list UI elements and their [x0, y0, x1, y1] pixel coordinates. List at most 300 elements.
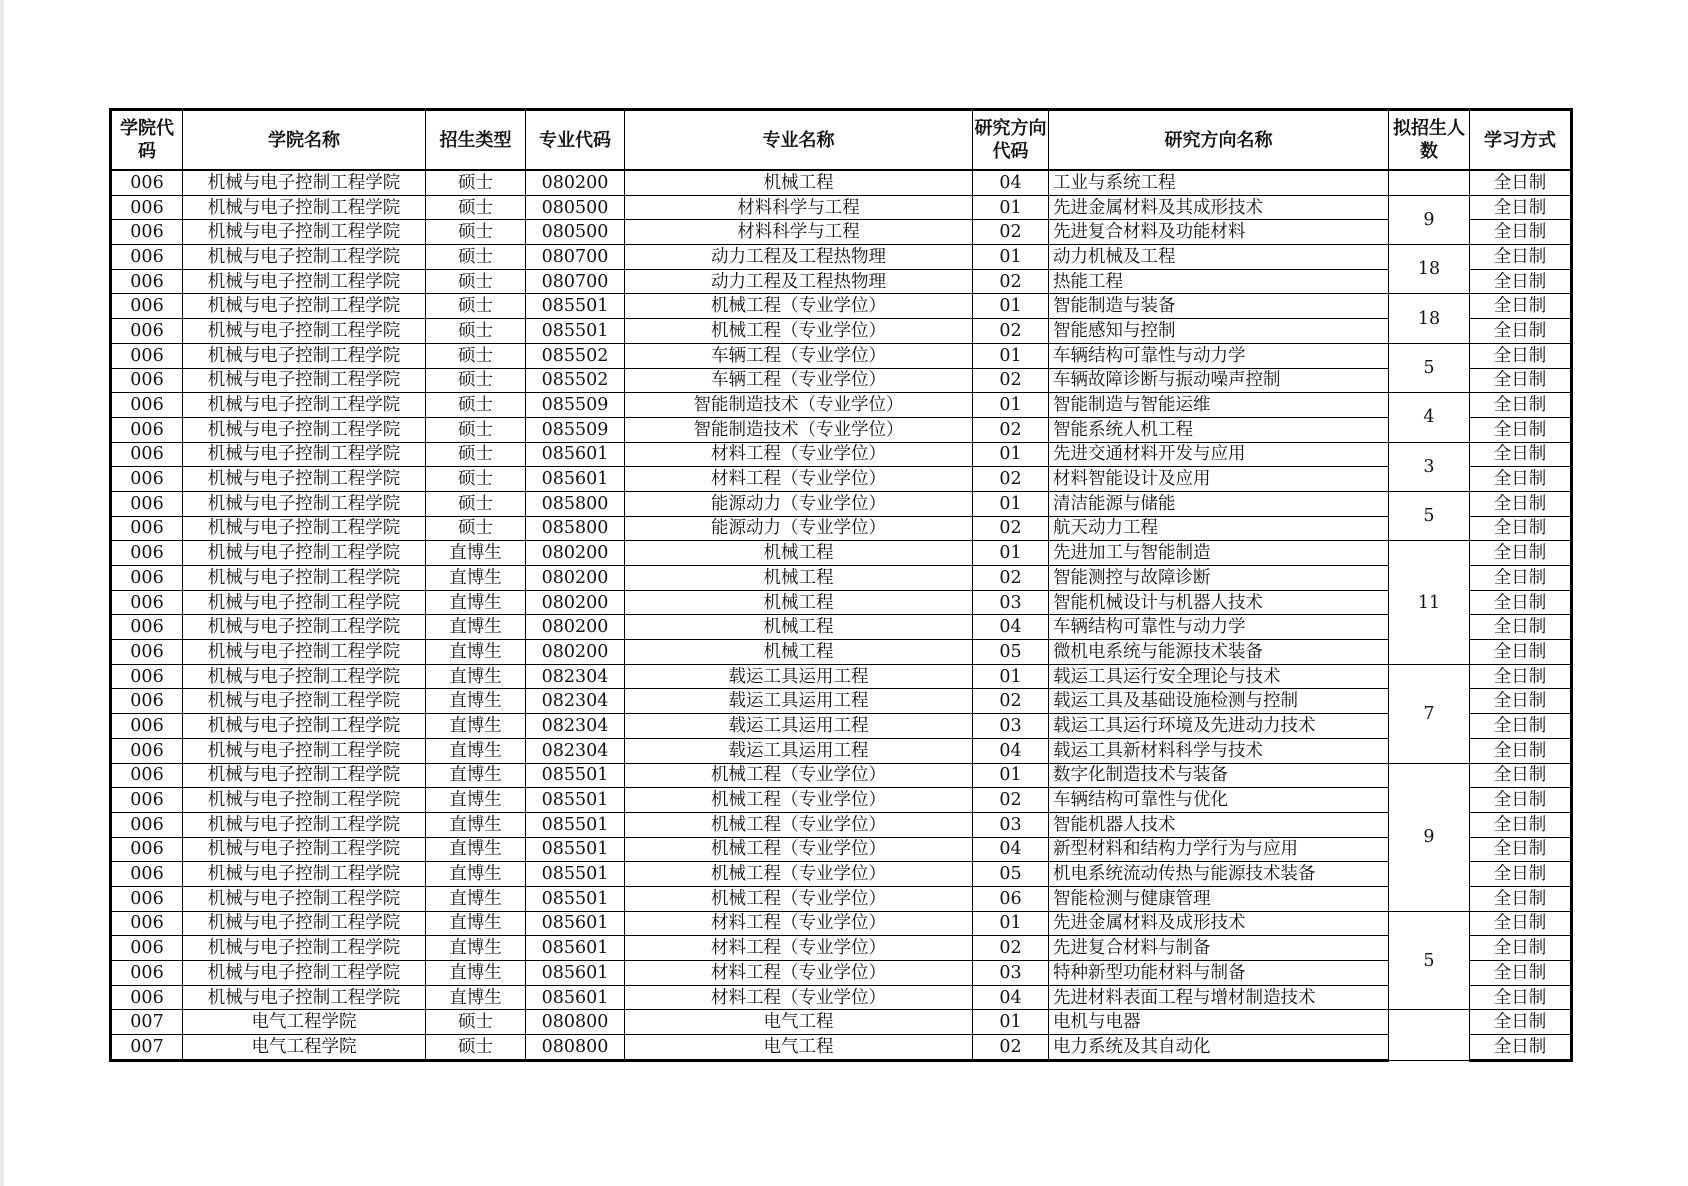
direction-code-cell: 02 — [973, 689, 1049, 714]
major-name-cell: 材料工程（专业学位） — [625, 961, 973, 986]
direction-name-cell: 智能机器人技术 — [1049, 812, 1389, 837]
enroll-type-cell: 直博生 — [426, 615, 526, 640]
enroll-type-cell: 直博生 — [426, 541, 526, 566]
study-mode-cell: 全日制 — [1470, 319, 1572, 344]
college-code-cell: 006 — [111, 590, 183, 615]
college-name-cell: 机械与电子控制工程学院 — [183, 393, 426, 418]
college-name-cell: 电气工程学院 — [183, 1010, 426, 1035]
college-name-cell: 机械与电子控制工程学院 — [183, 566, 426, 591]
direction-name-cell: 先进材料表面工程与增材制造技术 — [1049, 985, 1389, 1010]
major-code-cell: 080200 — [526, 615, 625, 640]
direction-name-cell: 智能感知与控制 — [1049, 319, 1389, 344]
college-name-cell: 机械与电子控制工程学院 — [183, 516, 426, 541]
major-code-cell: 085501 — [526, 294, 625, 319]
enroll-type-cell: 直博生 — [426, 812, 526, 837]
planned-count-cell: 7 — [1389, 664, 1470, 763]
header-major-name: 专业名称 — [625, 110, 973, 171]
study-mode-cell: 全日制 — [1470, 763, 1572, 788]
study-mode-cell: 全日制 — [1470, 220, 1572, 245]
table-row — [111, 393, 1572, 418]
major-name-cell: 车辆工程（专业学位） — [625, 343, 973, 368]
direction-code-cell: 01 — [973, 393, 1049, 418]
college-name-cell: 机械与电子控制工程学院 — [183, 788, 426, 813]
direction-code-cell: 01 — [973, 1010, 1049, 1035]
college-name-cell: 机械与电子控制工程学院 — [183, 961, 426, 986]
enroll-type-cell: 硕士 — [426, 319, 526, 344]
direction-code-cell: 02 — [973, 566, 1049, 591]
enroll-type-cell: 硕士 — [426, 220, 526, 245]
table-row — [111, 936, 1572, 961]
major-name-cell: 机械工程 — [625, 590, 973, 615]
direction-code-cell: 02 — [973, 319, 1049, 344]
planned-count-cell — [1389, 1010, 1470, 1060]
planned-count-cell: 3 — [1389, 442, 1470, 491]
study-mode-cell: 全日制 — [1470, 294, 1572, 319]
direction-code-cell: 06 — [973, 886, 1049, 911]
direction-code-cell: 04 — [973, 837, 1049, 862]
direction-name-cell: 微机电系统与能源技术装备 — [1049, 640, 1389, 665]
college-name-cell: 机械与电子控制工程学院 — [183, 689, 426, 714]
direction-code-cell: 03 — [973, 812, 1049, 837]
study-mode-cell: 全日制 — [1470, 640, 1572, 665]
direction-code-cell: 01 — [973, 195, 1049, 220]
major-name-cell: 机械工程 — [625, 566, 973, 591]
table-row — [111, 294, 1572, 319]
college-name-cell: 机械与电子控制工程学院 — [183, 467, 426, 492]
direction-name-cell: 载运工具及基础设施检测与控制 — [1049, 689, 1389, 714]
header-college-name: 学院名称 — [183, 110, 426, 171]
direction-code-cell: 04 — [973, 170, 1049, 195]
enroll-type-cell: 直博生 — [426, 763, 526, 788]
major-name-cell: 智能制造技术（专业学位） — [625, 417, 973, 442]
college-code-cell: 006 — [111, 664, 183, 689]
direction-name-cell: 航天动力工程 — [1049, 516, 1389, 541]
major-name-cell: 载运工具运用工程 — [625, 689, 973, 714]
major-code-cell: 080200 — [526, 566, 625, 591]
college-code-cell: 006 — [111, 442, 183, 467]
study-mode-cell: 全日制 — [1470, 491, 1572, 516]
header-study-mode: 学习方式 — [1470, 110, 1572, 171]
enroll-type-cell: 硕士 — [426, 516, 526, 541]
direction-name-cell: 先进加工与智能制造 — [1049, 541, 1389, 566]
direction-name-cell: 先进金属材料及成形技术 — [1049, 911, 1389, 936]
table-row — [111, 170, 1572, 195]
major-name-cell: 材料工程（专业学位） — [625, 911, 973, 936]
college-name-cell: 机械与电子控制工程学院 — [183, 442, 426, 467]
study-mode-cell: 全日制 — [1470, 442, 1572, 467]
direction-name-cell: 先进金属材料及其成形技术 — [1049, 195, 1389, 220]
study-mode-cell: 全日制 — [1470, 417, 1572, 442]
college-name-cell: 机械与电子控制工程学院 — [183, 812, 426, 837]
direction-code-cell: 01 — [973, 541, 1049, 566]
direction-name-cell: 清洁能源与储能 — [1049, 491, 1389, 516]
direction-code-cell: 02 — [973, 936, 1049, 961]
major-code-cell: 085509 — [526, 417, 625, 442]
major-code-cell: 085501 — [526, 788, 625, 813]
study-mode-cell: 全日制 — [1470, 812, 1572, 837]
direction-code-cell: 01 — [973, 442, 1049, 467]
table-row — [111, 417, 1572, 442]
major-code-cell: 085501 — [526, 837, 625, 862]
table-row — [111, 714, 1572, 739]
college-code-cell: 006 — [111, 269, 183, 294]
study-mode-cell: 全日制 — [1470, 788, 1572, 813]
table-row — [111, 516, 1572, 541]
table-row — [111, 985, 1572, 1010]
direction-name-cell: 智能制造与智能运维 — [1049, 393, 1389, 418]
major-code-cell: 080800 — [526, 1010, 625, 1035]
major-code-cell: 085509 — [526, 393, 625, 418]
study-mode-cell: 全日制 — [1470, 393, 1572, 418]
major-name-cell: 动力工程及工程热物理 — [625, 245, 973, 270]
direction-code-cell: 01 — [973, 294, 1049, 319]
major-name-cell: 材料工程（专业学位） — [625, 936, 973, 961]
enroll-type-cell: 直博生 — [426, 590, 526, 615]
college-name-cell: 机械与电子控制工程学院 — [183, 343, 426, 368]
table-row — [111, 368, 1572, 393]
enroll-type-cell: 硕士 — [426, 343, 526, 368]
direction-code-cell: 01 — [973, 664, 1049, 689]
header-row — [111, 110, 1572, 171]
major-code-cell: 082304 — [526, 714, 625, 739]
major-code-cell: 085501 — [526, 319, 625, 344]
header-direction-code: 研究方向代码 — [973, 110, 1049, 171]
college-code-cell: 006 — [111, 220, 183, 245]
direction-code-cell: 04 — [973, 615, 1049, 640]
direction-name-cell: 车辆结构可靠性与动力学 — [1049, 615, 1389, 640]
enroll-type-cell: 直博生 — [426, 689, 526, 714]
college-code-cell: 006 — [111, 985, 183, 1010]
major-name-cell: 机械工程（专业学位） — [625, 788, 973, 813]
study-mode-cell: 全日制 — [1470, 269, 1572, 294]
major-name-cell: 机械工程 — [625, 541, 973, 566]
table-row — [111, 615, 1572, 640]
major-code-cell: 085501 — [526, 862, 625, 887]
direction-name-cell: 数字化制造技术与装备 — [1049, 763, 1389, 788]
major-code-cell: 080200 — [526, 541, 625, 566]
planned-count-cell: 5 — [1389, 343, 1470, 392]
enroll-type-cell: 硕士 — [426, 1035, 526, 1061]
enroll-type-cell: 直博生 — [426, 886, 526, 911]
study-mode-cell: 全日制 — [1470, 911, 1572, 936]
college-name-cell: 机械与电子控制工程学院 — [183, 590, 426, 615]
major-code-cell: 080200 — [526, 170, 625, 195]
direction-name-cell: 载运工具运行环境及先进动力技术 — [1049, 714, 1389, 739]
table-row — [111, 1010, 1572, 1035]
header-planned-count: 拟招生人数 — [1389, 110, 1470, 171]
college-name-cell: 机械与电子控制工程学院 — [183, 985, 426, 1010]
college-code-cell: 006 — [111, 294, 183, 319]
study-mode-cell: 全日制 — [1470, 368, 1572, 393]
direction-code-cell: 01 — [973, 911, 1049, 936]
direction-name-cell: 先进复合材料及功能材料 — [1049, 220, 1389, 245]
study-mode-cell: 全日制 — [1470, 516, 1572, 541]
college-name-cell: 机械与电子控制工程学院 — [183, 170, 426, 195]
table-row — [111, 566, 1572, 591]
enroll-type-cell: 直博生 — [426, 640, 526, 665]
major-code-cell: 080500 — [526, 220, 625, 245]
table-row — [111, 1035, 1572, 1061]
direction-code-cell: 05 — [973, 862, 1049, 887]
college-code-cell: 006 — [111, 393, 183, 418]
college-name-cell: 机械与电子控制工程学院 — [183, 714, 426, 739]
college-code-cell: 006 — [111, 491, 183, 516]
major-name-cell: 机械工程（专业学位） — [625, 294, 973, 319]
direction-name-cell: 智能机械设计与机器人技术 — [1049, 590, 1389, 615]
planned-count-cell: 18 — [1389, 245, 1470, 294]
college-name-cell: 机械与电子控制工程学院 — [183, 615, 426, 640]
table-header — [111, 110, 1572, 171]
college-code-cell: 006 — [111, 714, 183, 739]
major-name-cell: 材料工程（专业学位） — [625, 467, 973, 492]
enroll-type-cell: 硕士 — [426, 368, 526, 393]
direction-code-cell: 05 — [973, 640, 1049, 665]
direction-name-cell: 车辆结构可靠性与动力学 — [1049, 343, 1389, 368]
direction-code-cell: 02 — [973, 1035, 1049, 1061]
major-code-cell: 085800 — [526, 516, 625, 541]
study-mode-cell: 全日制 — [1470, 714, 1572, 739]
study-mode-cell: 全日制 — [1470, 195, 1572, 220]
college-name-cell: 机械与电子控制工程学院 — [183, 220, 426, 245]
direction-name-cell: 材料智能设计及应用 — [1049, 467, 1389, 492]
major-name-cell: 机械工程（专业学位） — [625, 319, 973, 344]
college-code-cell: 006 — [111, 245, 183, 270]
college-code-cell: 006 — [111, 195, 183, 220]
direction-code-cell: 04 — [973, 985, 1049, 1010]
major-code-cell: 080200 — [526, 590, 625, 615]
major-name-cell: 能源动力（专业学位） — [625, 491, 973, 516]
study-mode-cell: 全日制 — [1470, 862, 1572, 887]
college-code-cell: 006 — [111, 788, 183, 813]
table-row — [111, 343, 1572, 368]
enroll-type-cell: 硕士 — [426, 393, 526, 418]
planned-count-cell: 5 — [1389, 491, 1470, 540]
college-name-cell: 机械与电子控制工程学院 — [183, 368, 426, 393]
planned-count-cell: 18 — [1389, 294, 1470, 343]
enroll-type-cell: 直博生 — [426, 738, 526, 763]
table-row — [111, 664, 1572, 689]
college-code-cell: 006 — [111, 516, 183, 541]
college-name-cell: 机械与电子控制工程学院 — [183, 491, 426, 516]
major-name-cell: 电气工程 — [625, 1010, 973, 1035]
college-code-cell: 006 — [111, 170, 183, 195]
major-name-cell: 机械工程（专业学位） — [625, 763, 973, 788]
direction-name-cell: 特种新型功能材料与制备 — [1049, 961, 1389, 986]
study-mode-cell: 全日制 — [1470, 886, 1572, 911]
major-name-cell: 材料工程（专业学位） — [625, 442, 973, 467]
study-mode-cell: 全日制 — [1470, 738, 1572, 763]
college-name-cell: 机械与电子控制工程学院 — [183, 417, 426, 442]
table-row — [111, 195, 1572, 220]
enroll-type-cell: 硕士 — [426, 442, 526, 467]
direction-name-cell: 动力机械及工程 — [1049, 245, 1389, 270]
enroll-type-cell: 直博生 — [426, 837, 526, 862]
college-name-cell: 机械与电子控制工程学院 — [183, 936, 426, 961]
college-name-cell: 机械与电子控制工程学院 — [183, 738, 426, 763]
major-code-cell: 080500 — [526, 195, 625, 220]
enroll-type-cell: 硕士 — [426, 294, 526, 319]
planned-count-cell: 5 — [1389, 911, 1470, 1010]
college-code-cell: 006 — [111, 738, 183, 763]
planned-count-cell: 9 — [1389, 763, 1470, 911]
study-mode-cell: 全日制 — [1470, 1035, 1572, 1061]
table-row — [111, 862, 1572, 887]
table-row — [111, 788, 1572, 813]
enroll-type-cell: 硕士 — [426, 417, 526, 442]
college-name-cell: 机械与电子控制工程学院 — [183, 640, 426, 665]
major-code-cell: 082304 — [526, 689, 625, 714]
college-code-cell: 006 — [111, 812, 183, 837]
major-name-cell: 载运工具运用工程 — [625, 714, 973, 739]
college-code-cell: 006 — [111, 467, 183, 492]
study-mode-cell: 全日制 — [1470, 170, 1572, 195]
enroll-type-cell: 直博生 — [426, 862, 526, 887]
major-code-cell: 085601 — [526, 985, 625, 1010]
study-mode-cell: 全日制 — [1470, 689, 1572, 714]
table-row — [111, 689, 1572, 714]
header-college-code: 学院代码 — [111, 110, 183, 171]
college-code-cell: 006 — [111, 417, 183, 442]
college-code-cell: 006 — [111, 343, 183, 368]
college-code-cell: 007 — [111, 1035, 183, 1061]
enroll-type-cell: 硕士 — [426, 491, 526, 516]
direction-code-cell: 02 — [973, 368, 1049, 393]
college-code-cell: 006 — [111, 911, 183, 936]
table-row — [111, 911, 1572, 936]
direction-name-cell: 热能工程 — [1049, 269, 1389, 294]
direction-code-cell: 01 — [973, 245, 1049, 270]
major-code-cell: 085601 — [526, 911, 625, 936]
enroll-type-cell: 硕士 — [426, 269, 526, 294]
major-name-cell: 电气工程 — [625, 1035, 973, 1061]
direction-code-cell: 02 — [973, 788, 1049, 813]
table-row — [111, 245, 1572, 270]
major-name-cell: 载运工具运用工程 — [625, 664, 973, 689]
major-name-cell: 材料工程（专业学位） — [625, 985, 973, 1010]
college-code-cell: 006 — [111, 319, 183, 344]
college-code-cell: 006 — [111, 837, 183, 862]
direction-name-cell: 车辆故障诊断与振动噪声控制 — [1049, 368, 1389, 393]
major-code-cell: 085502 — [526, 343, 625, 368]
study-mode-cell: 全日制 — [1470, 245, 1572, 270]
college-code-cell: 006 — [111, 763, 183, 788]
table-row — [111, 961, 1572, 986]
major-name-cell: 动力工程及工程热物理 — [625, 269, 973, 294]
major-code-cell: 080800 — [526, 1035, 625, 1061]
enroll-type-cell: 硕士 — [426, 245, 526, 270]
direction-name-cell: 智能检测与健康管理 — [1049, 886, 1389, 911]
planned-count-cell — [1389, 170, 1470, 195]
major-code-cell: 085601 — [526, 936, 625, 961]
college-name-cell: 机械与电子控制工程学院 — [183, 294, 426, 319]
planned-count-cell: 9 — [1389, 195, 1470, 244]
direction-code-cell: 04 — [973, 738, 1049, 763]
major-name-cell: 机械工程（专业学位） — [625, 812, 973, 837]
direction-name-cell: 先进复合材料与制备 — [1049, 936, 1389, 961]
table-row — [111, 491, 1572, 516]
college-code-cell: 006 — [111, 689, 183, 714]
college-code-cell: 006 — [111, 886, 183, 911]
major-code-cell: 085502 — [526, 368, 625, 393]
table-row — [111, 886, 1572, 911]
direction-name-cell: 车辆结构可靠性与优化 — [1049, 788, 1389, 813]
major-code-cell: 080700 — [526, 245, 625, 270]
study-mode-cell: 全日制 — [1470, 467, 1572, 492]
college-name-cell: 机械与电子控制工程学院 — [183, 837, 426, 862]
major-name-cell: 机械工程（专业学位） — [625, 886, 973, 911]
enroll-type-cell: 直博生 — [426, 566, 526, 591]
major-name-cell: 机械工程 — [625, 170, 973, 195]
table-row — [111, 541, 1572, 566]
table-row — [111, 467, 1572, 492]
major-name-cell: 材料科学与工程 — [625, 220, 973, 245]
table-row — [111, 738, 1572, 763]
major-code-cell: 080700 — [526, 269, 625, 294]
college-name-cell: 机械与电子控制工程学院 — [183, 245, 426, 270]
major-name-cell: 机械工程 — [625, 640, 973, 665]
study-mode-cell: 全日制 — [1470, 615, 1572, 640]
direction-name-cell: 智能系统人机工程 — [1049, 417, 1389, 442]
table-row — [111, 442, 1572, 467]
planned-count-cell: 4 — [1389, 393, 1470, 442]
major-code-cell: 085601 — [526, 442, 625, 467]
direction-code-cell: 01 — [973, 491, 1049, 516]
college-name-cell: 机械与电子控制工程学院 — [183, 319, 426, 344]
study-mode-cell: 全日制 — [1470, 837, 1572, 862]
college-name-cell: 机械与电子控制工程学院 — [183, 541, 426, 566]
major-name-cell: 智能制造技术（专业学位） — [625, 393, 973, 418]
college-code-cell: 006 — [111, 541, 183, 566]
enroll-type-cell: 硕士 — [426, 195, 526, 220]
major-name-cell: 机械工程 — [625, 615, 973, 640]
college-code-cell: 007 — [111, 1010, 183, 1035]
enroll-type-cell: 直博生 — [426, 936, 526, 961]
direction-name-cell: 载运工具新材料科学与技术 — [1049, 738, 1389, 763]
table-row — [111, 640, 1572, 665]
enroll-type-cell: 硕士 — [426, 170, 526, 195]
direction-name-cell: 智能制造与装备 — [1049, 294, 1389, 319]
direction-name-cell: 电力系统及其自动化 — [1049, 1035, 1389, 1061]
major-name-cell: 机械工程（专业学位） — [625, 837, 973, 862]
major-name-cell: 机械工程（专业学位） — [625, 862, 973, 887]
college-code-cell: 006 — [111, 368, 183, 393]
table-row — [111, 837, 1572, 862]
direction-code-cell: 01 — [973, 343, 1049, 368]
header-direction-name: 研究方向名称 — [1049, 110, 1389, 171]
major-code-cell: 080200 — [526, 640, 625, 665]
college-code-cell: 006 — [111, 640, 183, 665]
study-mode-cell: 全日制 — [1470, 936, 1572, 961]
major-code-cell: 085501 — [526, 763, 625, 788]
table-row — [111, 319, 1572, 344]
college-name-cell: 机械与电子控制工程学院 — [183, 862, 426, 887]
study-mode-cell: 全日制 — [1470, 343, 1572, 368]
direction-code-cell: 02 — [973, 516, 1049, 541]
table-row — [111, 763, 1572, 788]
direction-name-cell: 工业与系统工程 — [1049, 170, 1389, 195]
header-major-code: 专业代码 — [526, 110, 625, 171]
major-code-cell: 085601 — [526, 961, 625, 986]
table-body — [111, 170, 1572, 1060]
college-code-cell: 006 — [111, 936, 183, 961]
document-page — [4, 0, 1688, 1186]
direction-code-cell: 02 — [973, 220, 1049, 245]
enroll-type-cell: 硕士 — [426, 467, 526, 492]
enroll-type-cell: 直博生 — [426, 961, 526, 986]
college-code-cell: 006 — [111, 615, 183, 640]
direction-code-cell: 03 — [973, 961, 1049, 986]
study-mode-cell: 全日制 — [1470, 664, 1572, 689]
